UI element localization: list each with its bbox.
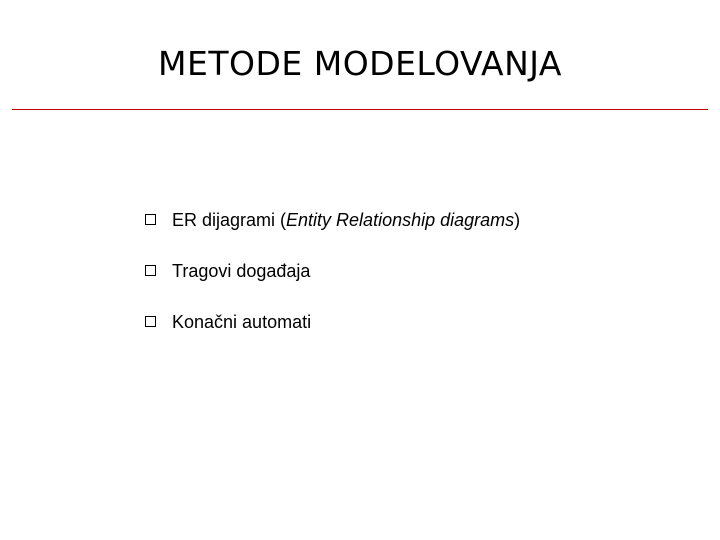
title-divider xyxy=(12,109,708,110)
bullet-text-italic: Entity Relationship diagrams xyxy=(286,209,515,230)
bullet-text-part: ER dijagrami ( xyxy=(172,209,287,230)
square-bullet-icon xyxy=(145,265,158,278)
bullet-text-event-traces: Tragovi događaja xyxy=(172,260,311,281)
bullet-text-finite-automata: Konačni automati xyxy=(172,311,312,332)
bullet-list xyxy=(145,208,520,361)
bullet-text-er-diagrams xyxy=(172,210,520,231)
bullet-text-part: ) xyxy=(514,209,521,230)
square-bullet-icon xyxy=(145,316,158,329)
bullet-item-event-traces xyxy=(145,259,520,283)
bullet-item-er-diagrams xyxy=(145,208,520,232)
slide-title: METODE MODELOVANJA xyxy=(158,44,562,83)
square-bullet-icon xyxy=(145,214,158,227)
bullet-item-finite-automata xyxy=(145,310,520,334)
